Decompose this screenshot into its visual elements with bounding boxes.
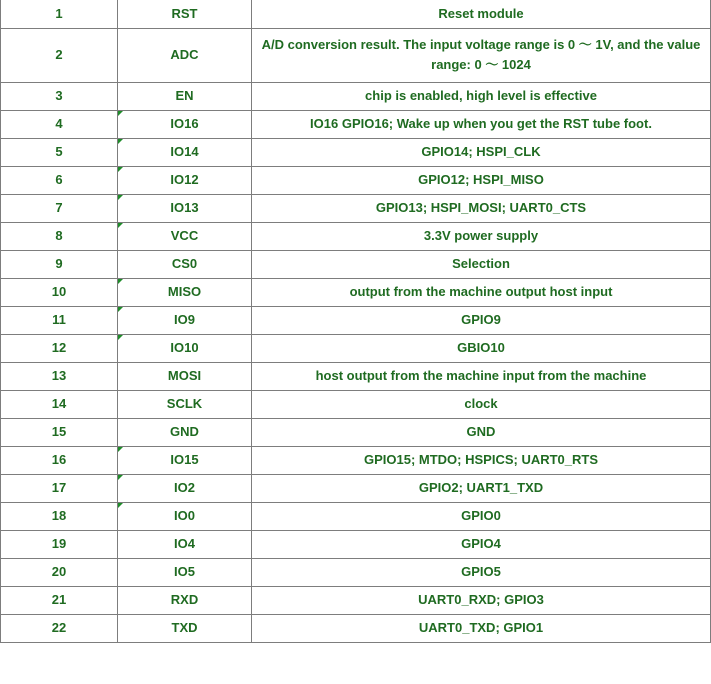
pin-number-cell: 12 bbox=[1, 334, 118, 362]
pin-description-cell: GPIO12; HSPI_MISO bbox=[252, 166, 711, 194]
pin-description-cell: Selection bbox=[252, 250, 711, 278]
pin-number-cell: 1 bbox=[1, 0, 118, 28]
pin-number-cell: 14 bbox=[1, 390, 118, 418]
pin-table-body bbox=[1, 0, 711, 642]
pin-name-cell: TXD bbox=[118, 614, 252, 642]
table-row bbox=[1, 474, 711, 502]
pin-description-cell: GPIO0 bbox=[252, 502, 711, 530]
table-row bbox=[1, 502, 711, 530]
table-row bbox=[1, 586, 711, 614]
pin-description-cell: GPIO14; HSPI_CLK bbox=[252, 138, 711, 166]
pin-description-cell: GBIO10 bbox=[252, 334, 711, 362]
pin-name-cell: RST bbox=[118, 0, 252, 28]
pin-number-cell: 8 bbox=[1, 222, 118, 250]
pin-number-cell: 13 bbox=[1, 362, 118, 390]
table-row bbox=[1, 614, 711, 642]
pin-name-cell: IO16 bbox=[118, 110, 252, 138]
pin-name-cell: MOSI bbox=[118, 362, 252, 390]
pin-name-cell: IO12 bbox=[118, 166, 252, 194]
pin-description-cell: GPIO5 bbox=[252, 558, 711, 586]
table-row bbox=[1, 110, 711, 138]
pin-name-cell: GND bbox=[118, 418, 252, 446]
pin-number-cell: 6 bbox=[1, 166, 118, 194]
pin-name-cell: IO0 bbox=[118, 502, 252, 530]
pin-description-cell: chip is enabled, high level is effective bbox=[252, 82, 711, 110]
table-row bbox=[1, 306, 711, 334]
pin-description-cell: 3.3V power supply bbox=[252, 222, 711, 250]
pin-name-cell: IO13 bbox=[118, 194, 252, 222]
pin-name-cell: VCC bbox=[118, 222, 252, 250]
table-row bbox=[1, 82, 711, 110]
pin-description-cell: GPIO9 bbox=[252, 306, 711, 334]
pin-number-cell: 16 bbox=[1, 446, 118, 474]
pin-name-cell: IO15 bbox=[118, 446, 252, 474]
pin-number-cell: 19 bbox=[1, 530, 118, 558]
pin-description-cell: host output from the machine input from the machine bbox=[252, 362, 711, 390]
table-row bbox=[1, 362, 711, 390]
table-row bbox=[1, 0, 711, 28]
pin-name-cell: IO2 bbox=[118, 474, 252, 502]
pin-name-cell: CS0 bbox=[118, 250, 252, 278]
table-row bbox=[1, 530, 711, 558]
pin-number-cell: 21 bbox=[1, 586, 118, 614]
table-row bbox=[1, 28, 711, 82]
pin-name-cell: EN bbox=[118, 82, 252, 110]
table-row bbox=[1, 390, 711, 418]
pin-number-cell: 18 bbox=[1, 502, 118, 530]
pin-number-cell: 7 bbox=[1, 194, 118, 222]
pin-name-cell: RXD bbox=[118, 586, 252, 614]
pin-name-cell: IO5 bbox=[118, 558, 252, 586]
pin-name-cell: IO4 bbox=[118, 530, 252, 558]
pin-description-cell: GND bbox=[252, 418, 711, 446]
pin-description-cell: Reset module bbox=[252, 0, 711, 28]
pin-description-cell: UART0_RXD; GPIO3 bbox=[252, 586, 711, 614]
pin-description-cell: clock bbox=[252, 390, 711, 418]
table-row bbox=[1, 334, 711, 362]
pin-number-cell: 11 bbox=[1, 306, 118, 334]
pin-description-cell: output from the machine output host input bbox=[252, 278, 711, 306]
pin-name-cell: IO14 bbox=[118, 138, 252, 166]
table-row bbox=[1, 418, 711, 446]
pin-number-cell: 3 bbox=[1, 82, 118, 110]
table-row bbox=[1, 278, 711, 306]
pin-description-cell: GPIO4 bbox=[252, 530, 711, 558]
pin-description-cell: GPIO15; MTDO; HSPICS; UART0_RTS bbox=[252, 446, 711, 474]
table-row bbox=[1, 222, 711, 250]
pin-number-cell: 4 bbox=[1, 110, 118, 138]
pin-number-cell: 22 bbox=[1, 614, 118, 642]
pin-description-cell: GPIO13; HSPI_MOSI; UART0_CTS bbox=[252, 194, 711, 222]
table-row bbox=[1, 446, 711, 474]
pin-name-cell: SCLK bbox=[118, 390, 252, 418]
pin-number-cell: 10 bbox=[1, 278, 118, 306]
pin-description-cell: A/D conversion result. The input voltage range is 0 ～ 1V, and the value range: 0 ～ 1024 bbox=[252, 28, 711, 82]
pin-description-cell: IO16 GPIO16; Wake up when you get the RST tube foot. bbox=[252, 110, 711, 138]
pin-name-cell: MISO bbox=[118, 278, 252, 306]
pin-number-cell: 20 bbox=[1, 558, 118, 586]
table-row bbox=[1, 558, 711, 586]
table-row bbox=[1, 194, 711, 222]
pin-number-cell: 9 bbox=[1, 250, 118, 278]
pin-description-cell: GPIO2; UART1_TXD bbox=[252, 474, 711, 502]
pin-description-cell: UART0_TXD; GPIO1 bbox=[252, 614, 711, 642]
pin-name-cell: ADC bbox=[118, 28, 252, 82]
pin-number-cell: 5 bbox=[1, 138, 118, 166]
pin-number-cell: 17 bbox=[1, 474, 118, 502]
pin-name-cell: IO10 bbox=[118, 334, 252, 362]
table-row bbox=[1, 166, 711, 194]
table-row bbox=[1, 250, 711, 278]
pin-number-cell: 15 bbox=[1, 418, 118, 446]
table-row bbox=[1, 138, 711, 166]
pin-number-cell: 2 bbox=[1, 28, 118, 82]
pin-name-cell: IO9 bbox=[118, 306, 252, 334]
